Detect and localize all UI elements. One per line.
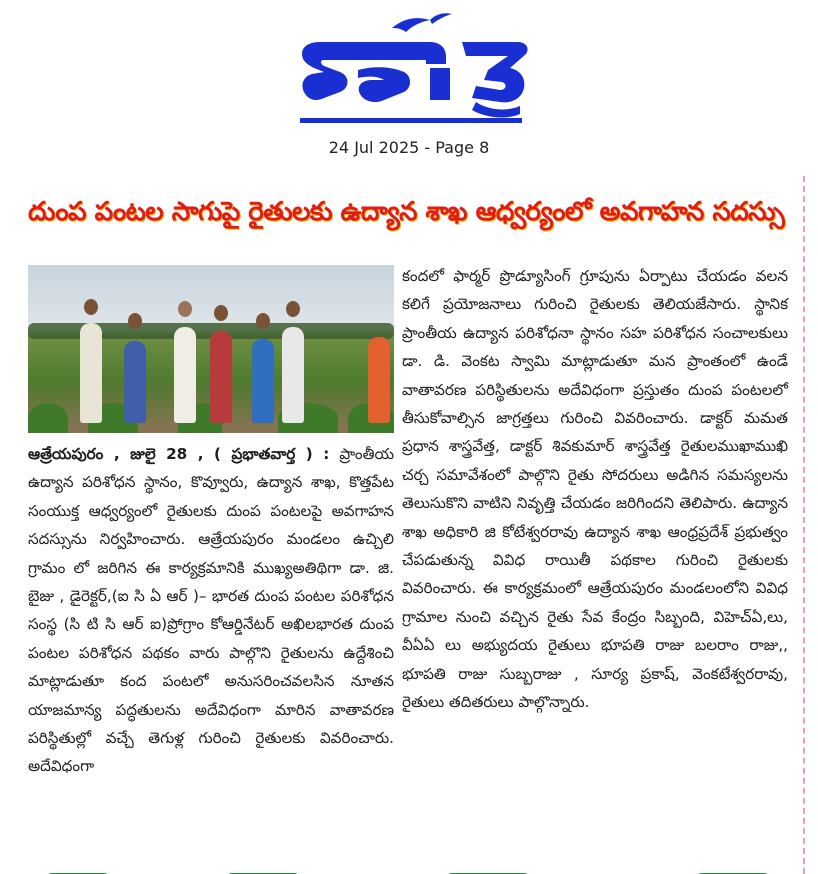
varta-logo: [280, 6, 540, 130]
previous-article-cut-line: [140, 166, 600, 172]
article-photo: [28, 265, 394, 433]
article-headline: దుంప పంటల సాగుపై రైతులకు ఉద్యాన శాఖ ఆధ్వర్యంలో అవగాహన సదస్సు: [28, 197, 785, 227]
next-article-headline-strip: [28, 858, 796, 874]
article-body-left: ప్రాంతీయ ఉద్యాన పరిశోధన స్థానం, కొవ్వూరు, ఉద్యాన శాఖ, కొత్తపేట సంయుక్త ఆధ్వర్యంలో రైతులకు దుంప పంటలపై అవగాహన సదస్సును నిర్వహించారు. ఆత్రేయపురం మండలం ఉచ్చిలి గ్రామం లో జరిగిన ఈ కార్యక్రమానికి ముఖ్యఅతిథిగా డా. జి. బైజు , డైరెక్టర్,(ఐ సి ఏ ఆర్ )– భారత దుంప పంటల పరిశోధన సంస్థ (సి టి సి ఆర్ ఐ)ప్రోగ్రాం కోఆర్డినేటర్ అఖిలభారత దుంప పంటల పరిశోధన పథకం వారు పాల్గొని రైతులను ఉద్దేశించి మాట్లాడుతూ కంద పంటలో అనుసరించవలసిన నూతన యాజమాన్య పద్ధతులను అదేవిధంగా మారిన వాతావరణ పరిస్థితుల్లో వచ్చే తెగుళ్ల గురించి రైతులకు వివరించారు. అదేవిధంగా: [28, 445, 395, 776]
article-column-right: [402, 262, 788, 717]
edition-date-page: 24 Jul 2025 - Page 8: [328, 138, 490, 157]
article-body-right: కందలో ఫార్మర్ ప్రొడ్యూసింగ్ గ్రూపును ఏర్పాటు చేయడం వలన కలిగే ప్రయోజనాలు గురించి రైతులకు తెలియజేసారు. స్థానిక ప్రాంతీయ ఉద్యాన పరిశోధనా స్థానం సహ పరిశోధన సంచాలకులు డా. డి. వెంకట స్వామి మాట్లాడుతూ మన ప్రాంతంలో ఉండే వాతావరణ పరిస్థితులను అదేవిధంగా ప్రస్తుతం దుంప పంటలలో తీసుకోవాల్సిన జాగ్రత్తలు గురించి వివరించారు. డాక్టర్ మమత ప్రధాన శాస్త్రవేత్త, డాక్టర్ శివకుమార్ శాస్త్రవేత్త రైతులముఖాముఖి చర్చ సమావేశంలో పాల్గొని రైతు సోదరులు అడిగిన సమస్యలను తెలుసుకొని వాటిని నివృత్తి చేయడం జరిగిందని తెలిపారు. ఉద్యాన శాఖ అధికారి జి కోటేశ్వరరావు ఉద్యాన శాఖ ఆంధ్రప్రదేశ్ ప్రభుత్వం చేపడుతున్న వివిధ రాయితీ పథకాల గురించి రైతులకు వివరించారు. ఈ కార్యక్రమంలో ఆత్రేయపురం మండలంలోని వివిధ గ్రామాల నుంచి వచ్చిన రైతు సేవ కేంద్రం సిబ్బంది, విహెచ్ఏ,లు, వీఏఏ లు అభ్యుదయ రైతులు భూపతి రాజు బలరాం రాజు,, భూపతి రాజు సుబ్బరాజు , సూర్య ప్రకాష్, వెంకటేశ్వరరావు, రైతులు తదితరులు పాల్గొన్నారు.: [402, 267, 788, 712]
article-dateline: ఆత్రేయపురం , జులై 28 , ( ప్రభాతవార్త ) :: [28, 445, 330, 463]
column-rule: [803, 176, 807, 874]
article-column-left: [28, 440, 394, 781]
masthead: [0, 0, 818, 132]
